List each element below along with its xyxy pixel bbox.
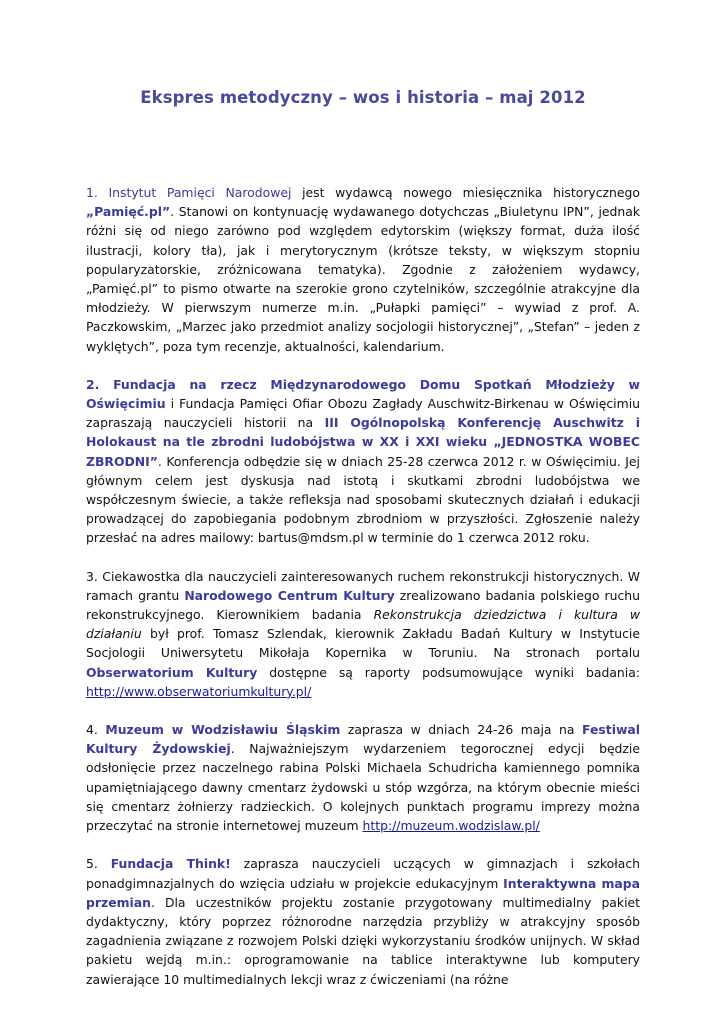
p1-number: 1. xyxy=(86,185,98,200)
paragraph-1 xyxy=(86,183,640,356)
p1-text-2: . Stanowi on kontynuację wydawanego dotychczas „Biuletynu IPN”, jednak różni się od niego zarówno pod względem edytorskim (większy format, duża ilość ilustracji, kolory tła), jak i merytorycznym (krótsze teksty, w większym stopniu popularyzatorskie, zróżnicowana tematyka). Zgodnie z założeniem wydawcy, „Pamięć.pl” to pismo otwarte na szerokie grono czytelników, szczególnie atrakcyjne dla młodzieży. W pierwszym numerze m.in. „Pułapki pamięci” – wywiad z prof. A. Paczkowskim, „Marzec jako przedmiot analizy socjologii historycznej”, „Stefan” – jeden z wyklętych”, poza tym recenzje, aktualności, kalendarium. xyxy=(86,204,640,354)
p2-conference-name: III Ogólnopolską Konferencję Auschwitz i Holokaust na tle zbrodni ludobójstwa w XX i XXI wieku „JEDNOSTKA WOBEC ZBRODNI” xyxy=(86,415,640,469)
p3-text-1: 3. Ciekawostka dla nauczycieli zainteresowanych ruchem rekonstrukcji historycznych. W ramach grantu xyxy=(86,568,640,603)
p2-text-2: . Konferencja odbędzie się w dniach 25-28 czerwca 2012 r. w Oświęcimiu. Jej głównym celem jest dyskusja nad istotą i skutkami zbrodni ludobójstwa we współczesnym świecie, a także refleksja nad sposobami skutecznych działań i edukacji prowadzącej do zapobiegania podobnym zbrodniom w przyszłości. Zgłoszenie należy przesłać na adres mailowy: bartus@mdsm.pl w terminie do 1 czerwca 2012 roku. xyxy=(86,453,640,546)
p1-text-1: jest wydawcą nowego miesięcznika historycznego xyxy=(291,185,640,200)
p4-text-1: zaprasza w dniach 24-26 maja na xyxy=(340,722,583,738)
paragraph-3 xyxy=(86,567,640,701)
p2-organization: 2. Fundacja na rzecz Międzynarodowego Domu Spotkań Młodzieży w Oświęcimiu xyxy=(86,376,640,412)
p4-organization: Muzeum w Wodzisławiu Śląskim xyxy=(105,722,341,738)
muzeum-link[interactable]: http://muzeum.wodzislaw.pl/ xyxy=(362,818,540,834)
p5-text-1: zaprasza nauczycieli uczących w gimnazjach i szkołach ponadgimnazjalnych do wzięcia udziału w projekcie edukacyjnym xyxy=(86,856,640,891)
p3-organization-nck: Narodowego Centrum Kultury xyxy=(184,587,395,603)
p5-organization: Fundacja Think! xyxy=(110,856,231,872)
p3-organization-portal: Obserwatorium Kultury xyxy=(86,664,258,680)
p5-number: 5. xyxy=(86,856,111,872)
p3-text-3: był prof. Tomasz Szlendak, kierownik Zakładu Badań Kultury w Instytucie Socjologii Uniwersytetu Mikołaja Kopernika w Toruniu. Na stronach portalu xyxy=(86,626,640,661)
p4-text-2: . Najważniejszym wydarzeniem tegorocznej edycji będzie odsłonięcie przez naczelnego rabina Polski Michaela Schudricha kamiennego pomnika upamiętniającego dawny cmentarz żydowski u stóp wzgórza, na którym obecnie mieści się cmentarz żołnierzy radzieckich. O kolejnych punktach programu imprezy można przeczytać na stronie internetowej muzeum xyxy=(86,741,640,834)
p1-organization: Instytut Pamięci Narodowej xyxy=(108,185,292,200)
p4-festival-name: Festiwal Kultury Żydowskiej xyxy=(86,722,641,757)
paragraph-5 xyxy=(86,854,640,988)
page-title: Ekspres metodyczny – wos i historia – maj 2012 xyxy=(140,88,586,107)
p3-text-4: dostępne są raporty podsumowujące wyniki badania: xyxy=(257,664,640,680)
p5-text-2: . Dla uczestników projektu zostanie przygotowany multimedialny pakiet dydaktyczny, który poprzez różnorodne narzędzia przybliży w atrakcyjny sposób zagadnienia związane z rozwojem Polski dzięki wykorzystaniu środków unijnych. W skład pakietu wejdą m.in.: oprogramowanie na tablice interaktywne lub komputery zawierające 10 multimedialnych lekcji wraz z ćwiczeniami (na różne xyxy=(86,894,640,987)
p4-number: 4. xyxy=(86,722,106,738)
obserwatorium-link[interactable]: http://www.obserwatoriumkultury.pl/ xyxy=(86,683,312,699)
p1-magazine-name: „Pamięć.pl” xyxy=(86,204,171,220)
p3-text-2: zrealizowano badania polskiego ruchu rekonstrukcyjnego. Kierownikiem badania xyxy=(86,587,640,623)
p3-study-title: Rekonstrukcja dziedzictwa i kultura w działaniu xyxy=(86,607,640,642)
p5-project-name: Interaktywna mapa przemian xyxy=(86,875,640,910)
p2-text-1: i Fundacja Pamięci Ofiar Obozu Zagłady Auschwitz-Birkenau w Oświęcimiu zapraszają nauczycieli historii na xyxy=(86,396,640,431)
paragraph-4 xyxy=(86,720,640,835)
paragraph-2 xyxy=(86,375,640,548)
